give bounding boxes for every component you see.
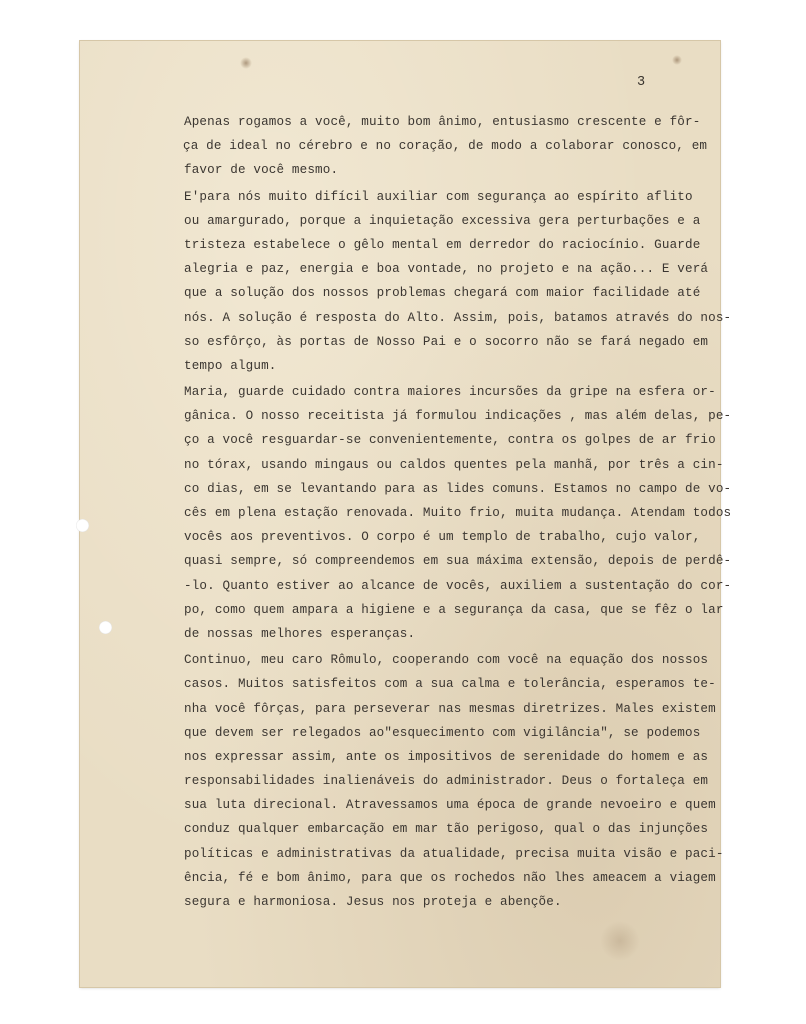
text-line: -lo. Quanto estiver ao alcance de vocês, auxiliem a sustentação do cor- — [184, 578, 732, 593]
page-number: 3 — [637, 75, 646, 90]
text-line: Continuo, meu caro Rômulo, cooperando com você na equação dos nossos — [184, 653, 709, 668]
punch-hole-bottom — [99, 621, 112, 634]
text-line: que devem ser relegados ao"esquecimento com vigilância", se podemos — [184, 725, 701, 740]
text-line: favor de você mesmo. — [184, 163, 339, 178]
punch-hole-top — [76, 519, 89, 532]
text-line: ou amargurado, porque a inquietação excessiva gera perturbações e a — [184, 213, 701, 228]
text-line: po, como quem ampara a higiene e a segurança da casa, que se fêz o lar — [184, 602, 724, 617]
text-line: conduz qualquer embarcação em mar tão perigoso, qual o das injunções — [184, 822, 709, 837]
text-line: de nossas melhores esperanças. — [184, 626, 416, 641]
text-line: ço a você resguardar-se convenientemente, contra os golpes de ar frio — [184, 433, 716, 448]
text-line: nha você fôrças, para perseverar nas mesmas diretrizes. Males existem — [184, 701, 716, 716]
text-line: so esfôrço, às portas de Nosso Pai e o socorro não se fará negado em — [184, 334, 709, 349]
text-line: gânica. O nosso receitista já formulou indicações , mas além delas, pe- — [184, 409, 732, 424]
text-line: que a solução dos nossos problemas chegará com maior facilidade até — [184, 286, 701, 301]
text-line: sua luta direcional. Atravessamos uma época de grande nevoeiro e quem — [184, 798, 716, 813]
text-line: Maria, guarde cuidado contra maiores incursões da gripe na esfera or- — [184, 385, 716, 400]
text-line: E'para nós muito difícil auxiliar com segurança ao espírito aflito — [184, 189, 693, 204]
text-line: no tórax, usando mingaus ou caldos quentes pela manhã, por três a cin- — [184, 457, 724, 472]
text-line: responsabilidades inalienáveis do administrador. Deus o fortaleça em — [184, 774, 709, 789]
text-line: casos. Muitos satisfeitos com a sua calma e tolerância, esperamos te- — [184, 677, 716, 692]
text-line: quasi sempre, só compreendemos em sua máxima extensão, depois de perdê- — [184, 554, 732, 569]
text-line: tristeza estabelece o gêlo mental em derredor do raciocínio. Guarde — [184, 237, 701, 252]
ink-spot — [240, 57, 252, 69]
text-line: co dias, em se levantando para as lides comuns. Estamos no campo de vo- — [184, 481, 732, 496]
letter-body — [183, 110, 732, 914]
text-line: vocês aos preventivos. O corpo é um templo de trabalho, cujo valor, — [184, 530, 701, 545]
text-line: alegria e paz, energia e boa vontade, no projeto e na ação... E verá — [184, 262, 709, 277]
text-line: políticas e administrativas da atualidade, precisa muita visão e paci- — [184, 846, 724, 861]
text-line: nós. A solução é resposta do Alto. Assim, pois, batamos através do nos- — [184, 310, 732, 325]
text-line: nos expressar assim, ante os impositivos de serenidade do homem e as — [184, 749, 709, 764]
text-line: ência, fé e bom ânimo, para que os rochedos não lhes ameacem a viagem — [184, 870, 716, 885]
text-line: Apenas rogamos a você, muito bom ânimo, entusiasmo crescente e fôr- — [184, 115, 701, 129]
ink-spot — [600, 921, 640, 961]
text-line: segura e harmoniosa. Jesus nos proteja e abençõe. — [184, 895, 562, 909]
text-line: cês em plena estação renovada. Muito frio, muita mudança. Atendam todos — [184, 506, 732, 520]
text-line: tempo algum. — [184, 358, 277, 373]
ink-spot — [672, 55, 682, 65]
text-line: ça de ideal no cérebro e no coração, de modo a colaborar conosco, em — [183, 139, 708, 154]
